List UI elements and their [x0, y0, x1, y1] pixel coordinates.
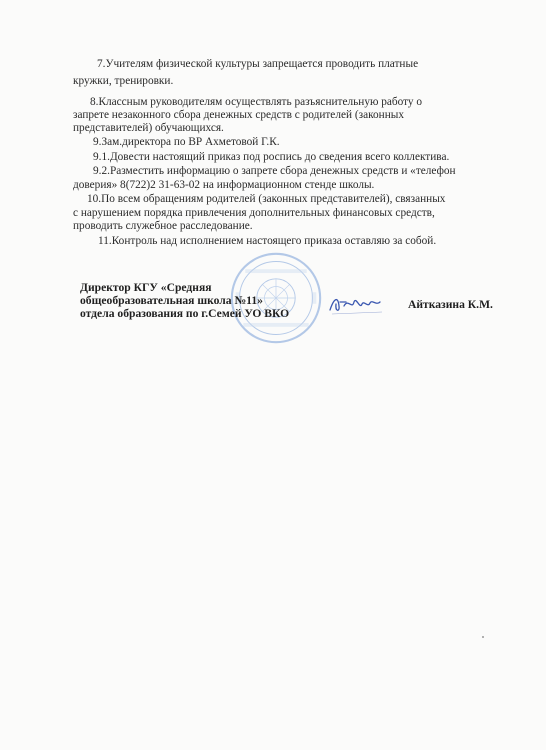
- paragraph-8-line-2: запрете незаконного сбора денежных средств с родителей (законных: [73, 109, 404, 121]
- paragraph-10-line-3: проводить служебное расследование.: [73, 220, 253, 232]
- paragraph-7-line-2: кружки, тренировки.: [73, 75, 174, 87]
- paragraph-11: 11.Контроль над исполнением настоящего приказа оставляю за собой.: [98, 235, 437, 247]
- paragraph-8-line-3: представителей) обучающихся.: [73, 122, 224, 134]
- signatory-line-3: отдела образования по г.Семей УО ВКО: [80, 307, 290, 320]
- paragraph-10-line-2: с нарушением порядка привлечения дополнительных финансовых средств,: [73, 207, 435, 219]
- paragraph-9-2-line-2: доверия» 8(722)2 31-63-02 на информационном стенде школы.: [73, 179, 375, 191]
- paragraph-7-line-1: 7.Учителям физической культуры запрещается проводить платные: [97, 58, 419, 70]
- paragraph-9: 9.Зам.директора по ВР Ахметовой Г.К.: [93, 136, 280, 148]
- handwritten-signature: [326, 292, 386, 318]
- paragraph-9-1: 9.1.Довести настоящий приказ под роспись до сведения всего коллектива.: [93, 151, 450, 163]
- paragraph-10-line-1: 10.По всем обращениям родителей (законных представителей), связанных: [87, 193, 446, 205]
- signatory-line-2: общеобразовательная школа №11»: [80, 294, 263, 307]
- signatory-name: Айтказина К.М.: [408, 298, 493, 311]
- paragraph-8-line-1: 8.Классным руководителям осуществлять разъяснительную работу о: [90, 96, 423, 108]
- paragraph-9-2-line-1: 9.2.Разместить информацию о запрете сбора денежных средств и «телефон: [93, 165, 456, 177]
- signatory-line-1: Директор КГУ «Средняя: [80, 281, 212, 294]
- scan-speck: [482, 636, 484, 638]
